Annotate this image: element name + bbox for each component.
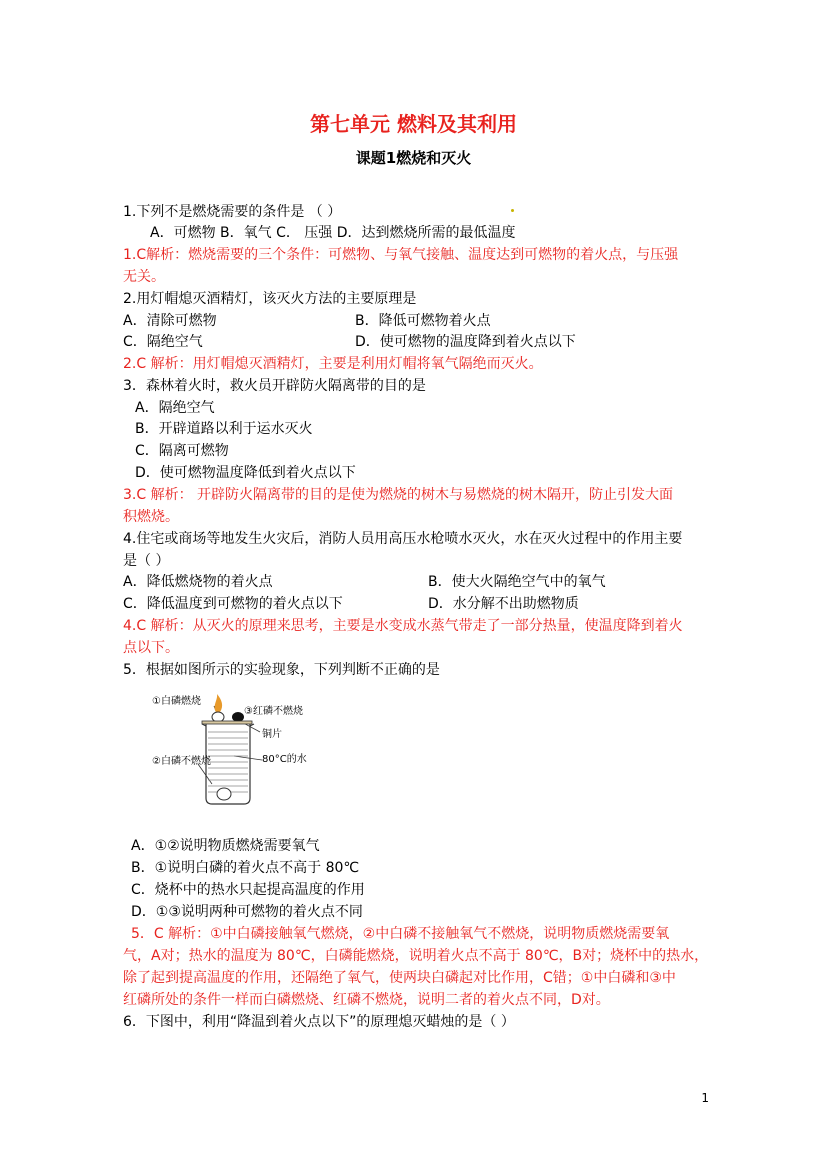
question-3-option-b: B．开辟道路以利于运水灭火 xyxy=(135,421,313,437)
question-4-option-d: D．水分解不出助燃物质 xyxy=(428,596,579,612)
question-4-option-a: A．降低燃烧物的着火点 xyxy=(123,574,273,590)
question-2-option-a: A．清除可燃物 xyxy=(123,313,217,329)
flame-icon xyxy=(215,694,223,712)
question-4-option-b: B．使大火隔绝空气中的氧气 xyxy=(428,574,606,590)
question-2-option-b: B．降低可燃物着火点 xyxy=(355,313,491,329)
answer-4-line-2: 点以下。 xyxy=(123,640,179,656)
figure-label-3: ③红磷不燃烧 xyxy=(244,706,303,717)
question-2-option-c: C．隔绝空气 xyxy=(123,334,203,350)
question-5-option-b: B．①说明白磷的着火点不高于 80℃ xyxy=(131,860,360,876)
figure-label-water: 80°C的水 xyxy=(262,754,307,765)
answer-5-line-4: 红磷所处的条件一样而白磷燃烧、红磷不燃烧，说明二者的着火点不同，D对。 xyxy=(123,992,610,1008)
figure-label-2: ②白磷不燃烧 xyxy=(152,756,211,767)
question-1: 1.下列不是燃烧需要的条件是 （ ） xyxy=(123,204,342,220)
answer-5-line-1: 5．C 解析：①中白磷接触氧气燃烧，②中白磷不接触氧气不燃烧，说明物质燃烧需要氧 xyxy=(131,926,670,942)
question-3: 3．森林着火时，救火员开辟防火隔离带的目的是 xyxy=(123,378,426,394)
answer-4-line-1: 4.C 解析：从灭火的原理来思考，主要是水变成水蒸气带走了一部分热量，使温度降到着火 xyxy=(123,618,683,634)
question-5-option-a: A．①②说明物质燃烧需要氧气 xyxy=(131,838,320,854)
question-5-option-c: C．烧杯中的热水只起提高温度的作用 xyxy=(131,882,365,898)
question-3-option-c: C．隔离可燃物 xyxy=(135,443,229,459)
page-number: 1 xyxy=(701,1091,709,1105)
question-5: 5．根据如图所示的实验现象，下列判断不正确的是 xyxy=(123,662,440,678)
ink-dot xyxy=(511,209,514,212)
question-4-option-c: C．降低温度到可燃物的着火点以下 xyxy=(123,596,343,612)
answer-1-line-2: 无关。 xyxy=(123,269,165,285)
page-title: 第七单元 燃料及其利用 xyxy=(310,112,517,136)
hot-water xyxy=(208,732,248,792)
question-6: 6．下图中，利用“降温到着火点以下”的原理熄灭蜡烛的是（ ） xyxy=(123,1014,515,1030)
answer-1-line-1: 1.C解析：燃烧需要的三个条件：可燃物、与氧气接触、温度达到可燃物的着火点，与压强 xyxy=(123,247,679,263)
phosphorus-experiment-figure xyxy=(152,690,342,820)
question-3-option-a: A．隔绝空气 xyxy=(135,400,215,416)
question-2-option-d: D．使可燃物的温度降到着火点以下 xyxy=(355,334,576,350)
white-phosphorus-2 xyxy=(217,788,231,800)
answer-5-line-2: 气，A对；热水的温度为 80℃，白磷能燃烧，说明着火点不高于 80℃，B对；烧杯中的热水， xyxy=(123,948,709,964)
lesson-subtitle: 课题1燃烧和灭火 xyxy=(355,149,472,167)
question-4-line-2: 是（ ） xyxy=(123,553,170,569)
answer-3-line-2: 积燃烧。 xyxy=(123,509,179,525)
question-2: 2.用灯帽熄灭酒精灯，该灭火方法的主要原理是 xyxy=(123,291,417,307)
red-phosphorus xyxy=(232,712,244,722)
figure-label-1: ①白磷燃烧 xyxy=(152,696,201,707)
answer-5-line-3: 除了起到提高温度的作用，还隔绝了氧气，使两块白磷起对比作用，C错；①中白磷和③中 xyxy=(123,970,676,986)
question-5-option-d: D．①③说明两种可燃物的着火点不同 xyxy=(131,904,363,920)
question-4-line-1: 4.住宅或商场等地发生火灾后，消防人员用高压水枪喷水灭火，水在灭火过程中的作用主要 xyxy=(123,531,683,547)
question-1-options: A．可燃物 B．氧气 C． 压强 D．达到燃烧所需的最低温度 xyxy=(150,225,516,241)
copper-plate xyxy=(202,721,252,724)
question-3-option-d: D．使可燃物温度降低到着火点以下 xyxy=(135,465,356,481)
water-leader xyxy=(234,756,262,760)
figure-label-copper: 铜片 xyxy=(262,729,282,740)
white-phosphorus-1 xyxy=(212,712,224,722)
answer-2: 2.C 解析：用灯帽熄灭酒精灯，主要是利用灯帽将氧气隔绝而灭火。 xyxy=(123,356,543,372)
answer-3-line-1: 3.C 解析： 开辟防火隔离带的目的是使为燃烧的树木与易燃烧的树木隔开，防止引发大面 xyxy=(123,487,674,503)
